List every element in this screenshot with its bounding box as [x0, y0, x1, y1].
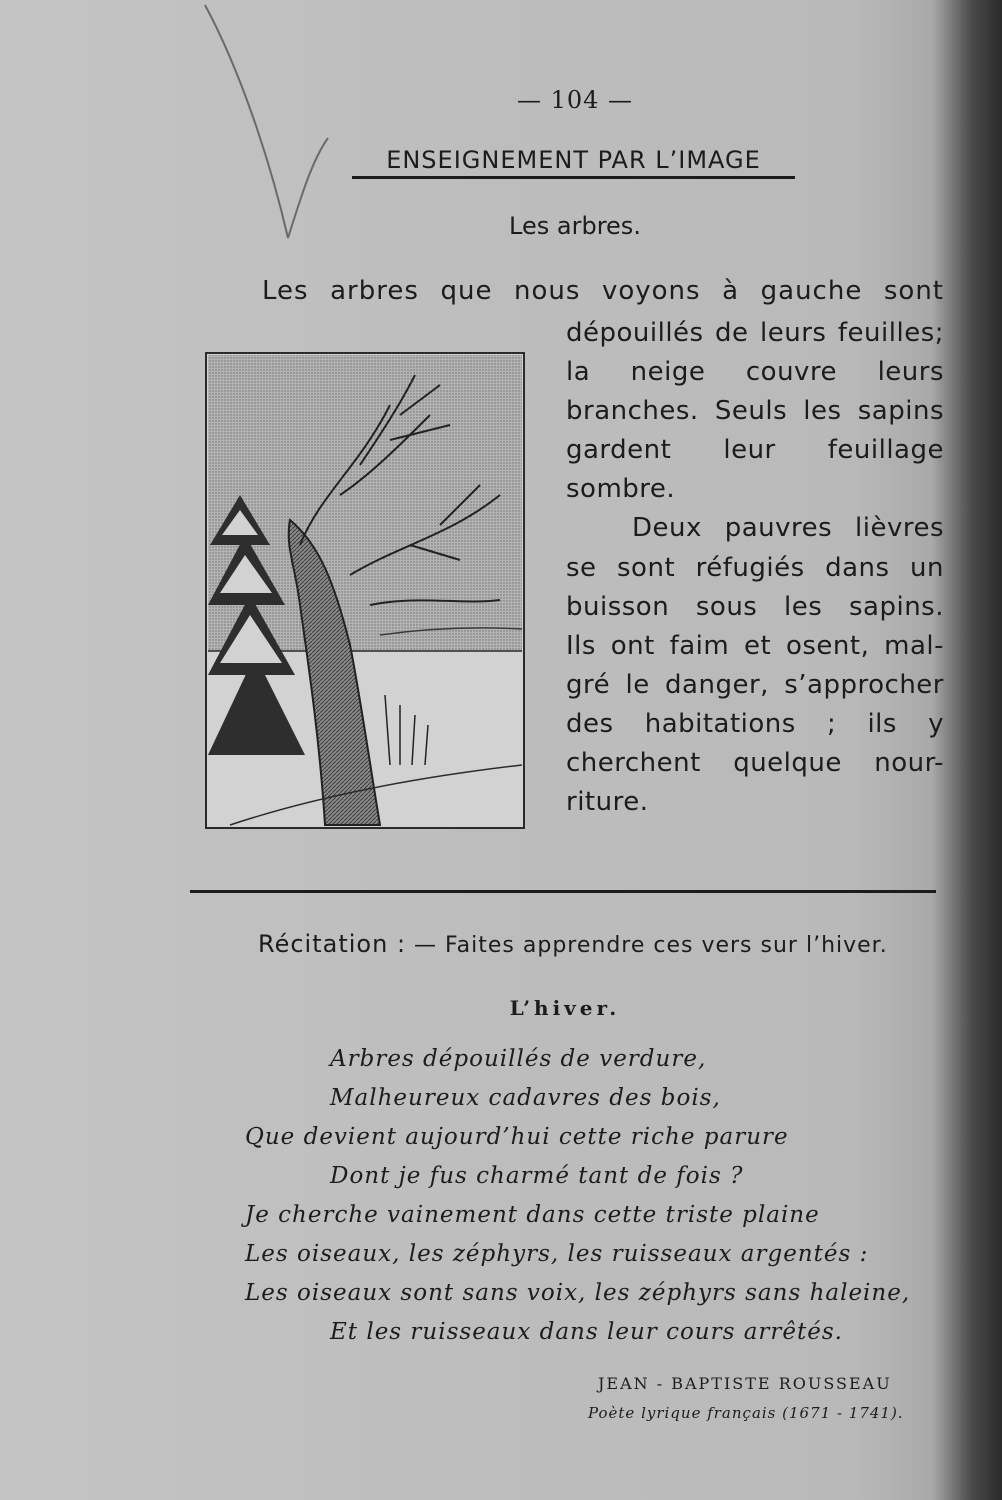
section-divider: [190, 890, 936, 893]
recitation-instruction: [258, 930, 948, 958]
poem-line: Les oiseaux sont sans voix, les zéphyrs sans haleine,: [245, 1280, 911, 1306]
description-text: [566, 314, 944, 822]
description-line: se sont réfugiés dans un: [566, 552, 944, 583]
poem-line: Dont je fus charmé tant de fois ?: [330, 1163, 744, 1189]
description-line: sombre.: [566, 474, 676, 505]
description-line: branches. Seuls les sapins: [566, 396, 944, 427]
description-line: des habitations ; ils y: [566, 708, 944, 739]
author-description: Poète lyrique français (1671 - 1741).: [588, 1404, 904, 1422]
poem-line: Je cherche vainement dans cette triste plaine: [245, 1202, 820, 1228]
description-line: riture.: [566, 787, 649, 818]
description-line: Deux pauvres lièvres: [632, 513, 944, 544]
poem-line: Et les ruisseaux dans leur cours arrêtés.: [330, 1319, 843, 1345]
description-line: buisson sous les sapins.: [566, 591, 944, 622]
recitation-text: — Faites apprendre ces vers sur l’hiver.: [414, 933, 888, 958]
description-line: dépouillés de leurs feuilles;: [566, 318, 944, 348]
poem-line: Les oiseaux, les zéphyrs, les ruisseaux argentés :: [245, 1241, 869, 1267]
section-title: ENSEIGNEMENT PAR L’IMAGE: [352, 146, 795, 179]
intro-line: Les arbres que nous voyons à gauche sont: [262, 276, 944, 306]
poem-line: Arbres dépouillés de verdure,: [330, 1046, 707, 1072]
poem-title: L’hiver.: [509, 996, 621, 1020]
recitation-label: Récitation :: [258, 930, 407, 958]
page-number: — 104 —: [516, 86, 634, 114]
author-name: JEAN - BAPTISTE ROUSSEAU: [598, 1374, 892, 1393]
lesson-title: Les arbres.: [509, 212, 641, 240]
description-line: gardent leur feuillage: [566, 435, 944, 466]
description-line: la neige couvre leurs: [566, 357, 944, 388]
description-line: Ils ont faim et osent, mal-: [566, 630, 944, 661]
description-line: gré le danger, s’approcher: [566, 669, 944, 700]
description-line: cherchent quelque nour-: [566, 748, 944, 779]
winter-trees-illustration: [200, 345, 532, 837]
poem-line: Que devient aujourd’hui cette riche parure: [245, 1124, 789, 1150]
poem-line: Malheureux cadavres des bois,: [330, 1085, 721, 1111]
